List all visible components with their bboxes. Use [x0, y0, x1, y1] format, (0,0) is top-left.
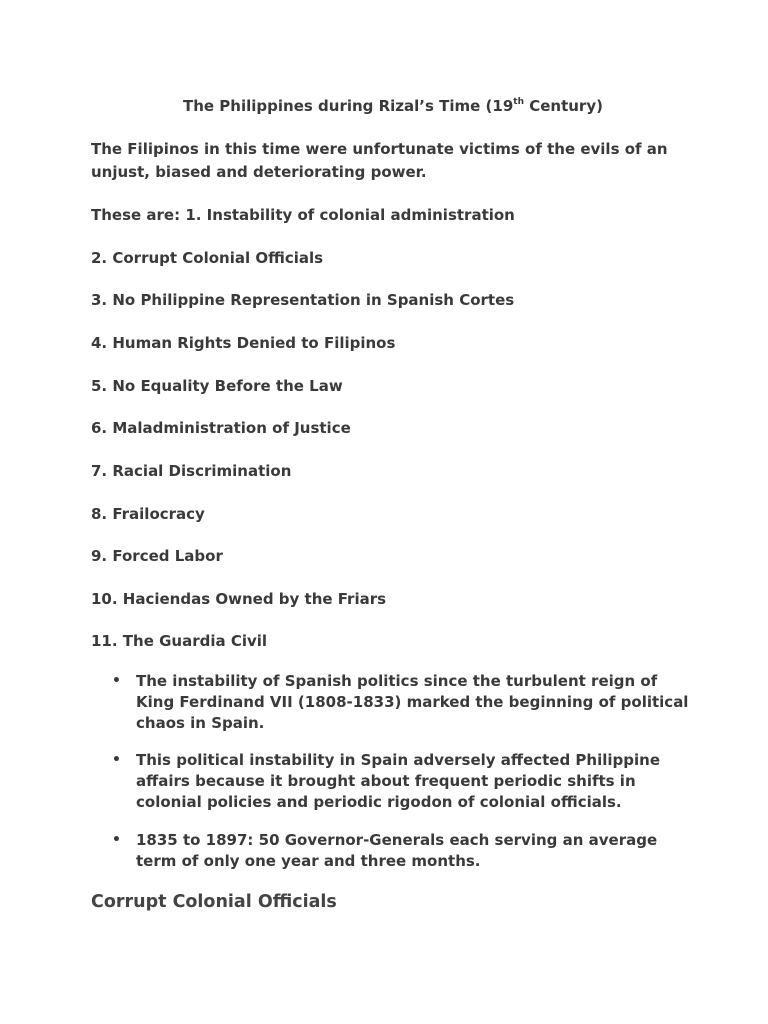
list-item-11: 11. The Guardia Civil: [91, 632, 268, 650]
section-heading: Corrupt Colonial Officials: [91, 892, 337, 912]
bullet-text: This political instability in Spain adversely affected Philippine affairs because it brought about frequent periodic shifts in colonial policies and periodic rigodon of colonial officials.: [136, 751, 660, 811]
page-title: [183, 96, 603, 116]
bullet-item-1: [112, 671, 692, 734]
bullet-icon: •: [112, 752, 121, 768]
list-item-4: 4. Human Rights Denied to Filipinos: [91, 334, 396, 352]
list-item-3: 3. No Philippine Representation in Spanish Cortes: [91, 291, 515, 309]
list-item-6: 6. Maladministration of Justice: [91, 419, 351, 437]
bullet-text: The instability of Spanish politics since the turbulent reign of King Ferdinand VII (1808-1833) marked the beginning of political chaos in Spain.: [136, 672, 689, 732]
list-item-9: 9. Forced Labor: [91, 547, 223, 565]
list-item-8: 8. Frailocracy: [91, 505, 205, 523]
title-main: The Philippines during Rizal’s Time (19: [183, 97, 514, 115]
list-item-2: 2. Corrupt Colonial Officials: [91, 249, 324, 267]
list-item-7: 7. Racial Discrimination: [91, 462, 292, 480]
bullet-item-2: [112, 750, 692, 813]
list-item-5: 5. No Equality Before the Law: [91, 377, 343, 395]
title-end: Century): [524, 97, 603, 115]
list-item-1: These are: 1. Instability of colonial administration: [91, 206, 515, 224]
bullet-item-3: [112, 830, 692, 872]
bullet-icon: •: [112, 673, 121, 689]
intro-paragraph: The Filipinos in this time were unfortunate victims of the evils of an unjust, biased and deteriorating power.: [91, 140, 668, 181]
list-item-10: 10. Haciendas Owned by the Friars: [91, 590, 387, 608]
bullet-icon: •: [112, 832, 121, 848]
bullet-text: 1835 to 1897: 50 Governor-Generals each serving an average term of only one year and three months.: [136, 831, 658, 870]
title-superscript: th: [513, 97, 524, 107]
